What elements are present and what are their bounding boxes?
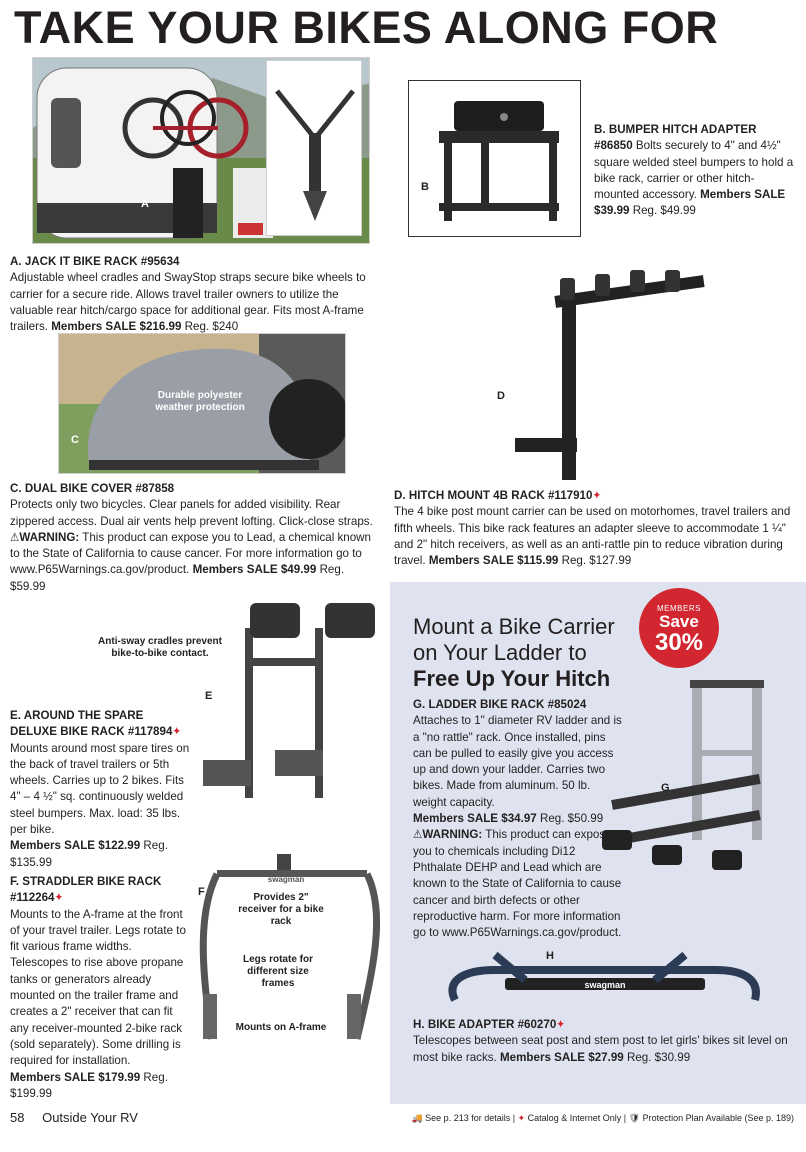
product-b-reg: Reg. $49.99 — [632, 204, 696, 218]
footer-note-1: See p. 213 for details — [425, 1113, 511, 1123]
product-e-sale: Members SALE $122.99 — [10, 839, 141, 853]
footer-note-2: Catalog & Internet Only — [527, 1113, 622, 1123]
product-d-item: #117910 — [547, 489, 593, 502]
product-c-sale: Members SALE $49.99 — [192, 563, 317, 577]
product-c-copy — [10, 481, 382, 595]
section-name: Outside Your RV — [42, 1110, 138, 1125]
product-d-sale: Members SALE $115.99 — [428, 554, 559, 568]
product-g-reg: Reg. $50.99 — [539, 812, 604, 826]
panel-title-line-2: on Your Ladder to — [413, 640, 587, 665]
product-e-title-2: DELUXE BIKE RACK — [10, 725, 125, 739]
hitch-adapter-icon — [409, 81, 581, 237]
footer-left — [10, 1110, 138, 1125]
badge-top: MEMBERS — [657, 604, 701, 613]
product-d-reg: Reg. $127.99 — [561, 554, 632, 568]
product-f-desc: Mounts to the A-frame at the front of your travel trailer. Legs rotate to fit various frame widths. Telescopes to rise above propane tanks or generators already mounted on the trailer frame and creates a 2" receiver that can fit any receiver-mounted 2-bike rack (sold separately). Some drilling is required for installation. — [10, 907, 186, 1068]
product-c-letter: C — [71, 434, 79, 446]
page-headline: TAKE YOUR BIKES ALONG FOR — [14, 2, 719, 53]
product-b-photo — [408, 80, 581, 237]
product-e-letter: E — [205, 690, 213, 702]
bike-rack-icon — [267, 61, 362, 236]
product-g-copy — [413, 697, 625, 941]
product-c-reg: Reg. $59.99 — [10, 563, 345, 593]
product-h-desc: Telescopes between seat post and stem post to let girls' bikes sit level on most bike racks. — [413, 1034, 788, 1064]
product-f-callout-2: Legs rotate for different size frames — [242, 954, 313, 989]
product-e-reg: Reg. $135.99 — [10, 839, 168, 869]
footer-notes — [411, 1113, 794, 1124]
product-e-copy — [10, 708, 190, 871]
product-e-item: #117894 — [127, 725, 173, 739]
product-g-title: G. LADDER BIKE RACK — [413, 698, 545, 711]
product-a-title: A. JACK IT BIKE RACK — [10, 255, 138, 268]
product-h-sale: Members SALE $27.99 — [500, 1050, 624, 1064]
catalog-mark-icon: ✦ — [172, 725, 182, 739]
product-g-desc: Attaches to 1" diameter RV ladder and is a "no rattle" rack. Once installed, pins can be pulled to easily give you access up and down your ladder. Carries two bikes. Made from aluminum. 50 lb. weight capacity. — [413, 714, 622, 809]
product-f-item: #112264 — [10, 891, 55, 905]
product-a-letter: A — [141, 198, 149, 210]
page-number: 58 — [10, 1110, 25, 1125]
product-h-item: #60270 — [517, 1018, 557, 1031]
product-c-photo — [58, 333, 346, 474]
catalog-mark-icon: ✦ — [556, 1018, 566, 1031]
product-h-reg: Reg. $30.99 — [626, 1050, 691, 1064]
savings-badge — [639, 588, 719, 668]
product-a-inset — [266, 60, 362, 236]
warning-icon: ⚠ — [10, 530, 20, 544]
product-b-item: #86850 — [594, 139, 633, 153]
product-a-desc: Adjustable wheel cradles and SwayStop straps secure bike wheels to carrier for a secure ride. Allows travel trailer owners to utilize the valuable rear hitch/cargo space for additional gear. Fits most A-frame trailers. — [10, 271, 366, 334]
hitch-mount-rack-icon — [500, 270, 710, 485]
badge-percent: 30% — [654, 629, 704, 656]
product-b-letter: B — [421, 181, 429, 193]
product-f-callout-1: Provides 2" receiver for a bike rack — [238, 892, 324, 927]
panel-title — [413, 614, 615, 692]
product-h-letter: H — [546, 950, 554, 962]
panel-title-line-1: Mount a Bike Carrier — [413, 614, 615, 639]
footer-separator: | — [512, 1113, 516, 1123]
product-a-reg: Reg. $240 — [184, 320, 239, 334]
product-c-callout: Durable polyester weather protection — [155, 390, 245, 413]
footer-note-3: Protection Plan Available (See p. 189) — [642, 1113, 794, 1123]
product-e-callout: Anti-sway cradles prevent bike-to-bike contact. — [98, 636, 222, 659]
product-f-title: F. STRADDLER BIKE RACK — [10, 875, 162, 888]
product-h-title: H. BIKE ADAPTER — [413, 1018, 515, 1031]
product-c-warning: This product can expose you to Lead, a chemical known to the State of California to cause cancer. For more information go to www.P65Warnings.ca.gov/product. — [10, 530, 372, 577]
product-g-letter: G — [661, 782, 670, 794]
product-a-sale: Members SALE $216.99 — [51, 320, 182, 334]
catalog-mark-icon: ✦ — [592, 489, 602, 502]
product-b-title: B. BUMPER HITCH ADAPTER — [594, 123, 757, 136]
catalog-mark-icon: ✦ — [54, 891, 64, 905]
product-b-sale: Members SALE $39.99 — [594, 188, 786, 218]
product-e-title: E. AROUND THE SPARE — [10, 709, 144, 722]
product-g-warning-label: WARNING: — [422, 828, 483, 842]
product-d-copy — [394, 488, 798, 569]
product-c-title: C. DUAL BIKE COVER — [10, 482, 133, 495]
badge-save: Save — [659, 612, 699, 631]
product-a-copy — [10, 254, 382, 335]
product-d-title: D. HITCH MOUNT 4B RACK — [394, 489, 545, 502]
spare-tire-rack-icon — [195, 598, 380, 798]
panel-title-line-3: Free Up Your Hitch — [413, 666, 611, 691]
product-c-desc: Protects only two bicycles. Clear panels for added visibility. Rear zippered access. Dual air vents help prevent lofting. Click-close straps. — [10, 498, 373, 528]
product-c-warning-label: WARNING: — [19, 530, 80, 544]
product-a-item: #95634 — [140, 255, 180, 268]
product-h-copy — [413, 1017, 793, 1066]
product-g-item: #85024 — [547, 698, 587, 711]
product-f-callout-3: Mounts on A-frame — [235, 1022, 327, 1033]
footer-separator: | — [623, 1113, 627, 1123]
shield-icon: 🛡 — [628, 1113, 641, 1123]
catalog-mark-icon: ✦ — [517, 1113, 526, 1123]
warning-icon: ⚠ — [413, 828, 423, 842]
product-f-brand: swagman — [267, 875, 305, 884]
truck-icon: 🚚 — [411, 1113, 423, 1123]
product-f-letter: F — [198, 886, 205, 898]
product-c-item: #87858 — [135, 482, 175, 495]
product-d-photo — [497, 270, 710, 485]
product-e-desc: Mounts around most spare tires on the back of travel trailers or 5th wheels. Carries up to 2 bikes. Fits 4" – 4 ½" sq. continuously welded steel bumpers. Max. load: 35 lbs. per bike. — [10, 741, 190, 837]
product-e-photo — [195, 598, 380, 798]
product-f-sale: Members SALE $179.99 — [10, 1070, 141, 1084]
product-g-warning: This product can expose you to chemicals including Di12 Phthalate DEHP and Lead which are known to the State of California to cause cancer and birth defects or other reproductive harm. For more information go to www.P65Warnings.ca.gov/product. — [413, 828, 622, 940]
product-b-desc: Bolts securely to 4" and 4½" square welded steel bumpers to hold a bike rack, carrier or other hitch-mounted accessory. — [594, 139, 794, 202]
product-h-photo — [445, 950, 765, 1010]
product-f-reg: Reg. $199.99 — [10, 1070, 168, 1100]
product-d-desc: The 4 bike post mount carrier can be used on motorhomes, travel trailers and fifth wheels. This bike rack features an adapter sleeve to accommodate 1 ¼" and 2" hitch receivers, as well as an anti-rattle pin to reduce vibration during travel. — [394, 505, 791, 568]
product-g-sale: Members SALE $34.97 — [413, 812, 537, 826]
product-f-photo — [192, 854, 382, 1044]
product-h-brand: swagman — [584, 980, 626, 990]
product-f-copy — [10, 874, 188, 1102]
product-b-copy — [594, 122, 794, 220]
product-d-letter: D — [497, 390, 505, 402]
